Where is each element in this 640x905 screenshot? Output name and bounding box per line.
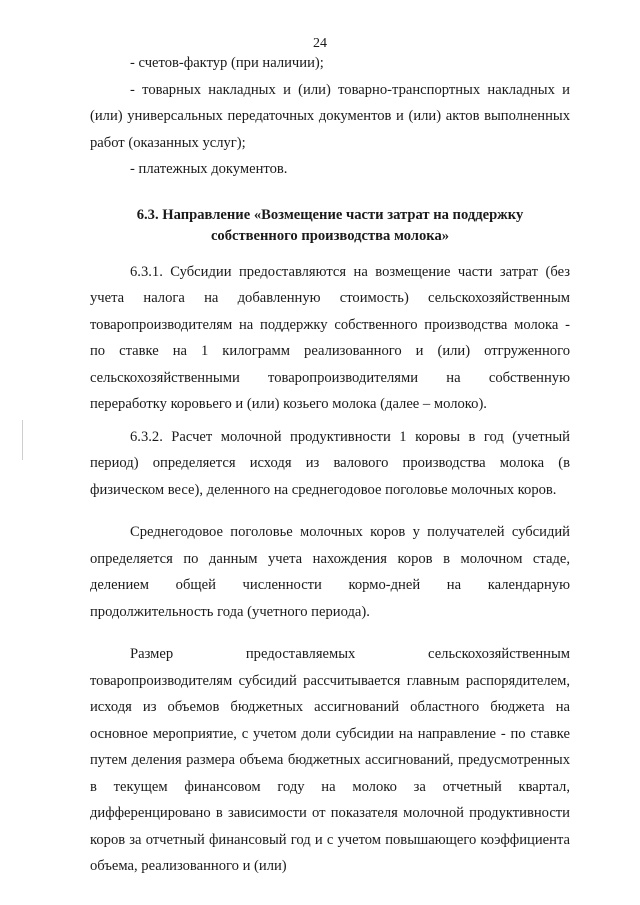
list-item-waybills: - товарных накладных и (или) товарно-транспортных накладных и (или) универсальных передаточных документов и (или) актов выполненных работ (оказанных услуг); bbox=[90, 81, 570, 151]
paragraph-6-3-1: 6.3.1. Субсидии предоставляются на возмещение части затрат (без учета налога на добавленную стоимость) сельскохозяйственным товаропроизводителям на поддержку собственного производства молока - по ставке на 1 килограмм реализованного и (или) отгруженного сельскохозяйственными товаропроизводителями на собственную переработку коровьего и (или) козьего молока (далее – молоко). bbox=[90, 263, 570, 412]
section-heading-line-1: 6.3. Направление «Возмещение части затрат на поддержку bbox=[136, 206, 524, 223]
paragraph-subsidy-size: Размер предоставляемых сельскохозяйственным товаропроизводителям субсидий рассчитывается главным распорядителем, исходя из объемов бюджетных ассигнований областного бюджета на основное мероприятие, с учетом доли субсидии на направление - по ставке путем деления размера объема бюджетных ассигнований, предусмотренных в текущем финансовом году на молоко за отчетный квартал, дифференцировано в зависимости от показателя молочной продуктивности коров за отчетный финансовый год и с учетом повышающего коэффициента объема, реализованного и (или) bbox=[90, 646, 570, 874]
page-number: 24 bbox=[313, 36, 327, 51]
list-item-invoices: - счетов-фактур (при наличии); bbox=[130, 55, 324, 71]
section-heading bbox=[90, 205, 570, 247]
scan-margin-mark bbox=[22, 420, 23, 460]
paragraph-average-herd: Среднегодовое поголовье молочных коров у получателей субсидий определяется по данным учета нахождения коров в молочном стаде, делением общей численности кормо-дней на календарную продолжительность года (учетного периода). bbox=[90, 524, 570, 620]
list-item-payment-docs: - платежных документов. bbox=[130, 161, 288, 177]
page-content bbox=[90, 50, 570, 880]
paragraph-6-3-2: 6.3.2. Расчет молочной продуктивности 1 коровы в год (учетный период) определяется исходя из валового производства молока (в физическом весе), деленного на среднегодовое поголовье молочных коров. bbox=[90, 428, 570, 498]
section-heading-line-2: собственного производства молока» bbox=[210, 227, 450, 244]
